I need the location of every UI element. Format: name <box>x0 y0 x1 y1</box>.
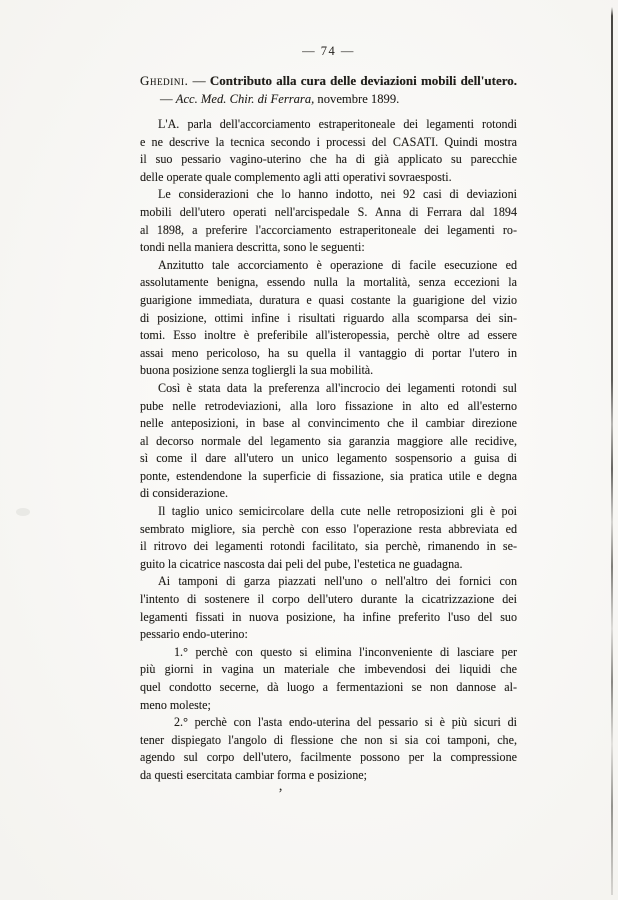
text-line: nelle anteposizioni, in base al convincimento che il cambiar direzione <box>140 416 517 431</box>
text-line: buona posizione senza togliergli la sua mobilità. <box>140 363 374 378</box>
paragraph <box>140 503 517 573</box>
text-line: tener dispiegato l'angolo di flessione che non si sia coi tamponi, che, <box>140 732 517 747</box>
text-line: il ritrovo dei legamenti rotondi facilitato, sia perchè, rimanendo in se- <box>140 539 517 554</box>
text-line: assolutamente benigna, essendo nulla la mortalità, senza eccezioni la <box>140 275 517 290</box>
ink-mark: ’ <box>278 786 283 802</box>
text-line: Così è stata data la preferenza all'incrocio dei legamenti rotondi sul <box>158 380 517 395</box>
text-column <box>140 44 517 785</box>
text-line: mobili dell'utero operati nell'arcispedale S. Anna di Ferrara dal 1894 <box>140 204 517 219</box>
text-line: assai meno pericoloso, ha su quella il vantaggio di portar l'utero in <box>140 345 517 360</box>
text-line: di considerazione. <box>140 486 228 501</box>
text-line: agendo sul corpo dell'utero, facilmente possono per la compressione <box>140 750 517 765</box>
text-line: e ne descrive la tecnica secondo i processi del CASATI. Quindi mostra <box>140 134 517 149</box>
text-line: più giorni in vagina un materiale che imbevendosi dei liquidi che <box>140 662 517 677</box>
text-line: L'A. parla dell'accorciamento estraperitoneale dei legamenti rotondi <box>158 117 517 131</box>
text-line: delle operate quale complemento agli atti operativi sovraesposti. <box>140 169 452 184</box>
text-line: l'intento di sostenere il corpo dell'utero durante la cicatrizzazione dei <box>140 592 517 607</box>
text-line: 2.° perchè con l'asta endo-uterina del pessario si è più sicuri di <box>174 715 517 730</box>
text-line: al 1898, a preferire l'accorciamento estraperitoneale dei legamenti ro- <box>140 222 517 237</box>
scan-smudge <box>16 508 30 516</box>
text-line: pessario endo-uterino: <box>140 627 248 642</box>
text-line: Anzitutto tale accorciamento è operazione di facile esecuzione ed <box>158 257 517 272</box>
text-line: legamenti fissati in nuova posizione, ha infine preferito l'uso del suo <box>140 609 517 624</box>
author-name: Ghedini. <box>140 73 189 88</box>
text-line: tomi. Esso inoltre è preferibile all'isteropessia, perchè oltre ad essere <box>140 328 517 343</box>
text-line: ponte, estendendone la superficie di fissazione, sia pratica utile e degna <box>140 468 517 483</box>
page-number: — 74 — <box>302 44 355 58</box>
scan-artifact-line <box>611 7 613 895</box>
paragraph <box>140 714 517 784</box>
text-line: quel condotto secerne, dà luogo a fermentazioni se non dannose al- <box>140 680 517 694</box>
text-line: Il taglio unico semicircolare della cute nelle retroposizioni gli è poi <box>158 504 517 519</box>
text-line: sembrato migliore, sia perchè con esso l'operazione resta abbreviata ed <box>140 521 517 536</box>
text-body <box>140 116 517 785</box>
article-title: Contributo alla cura delle deviazioni mobili dell'utero. <box>209 73 518 88</box>
text-line: Le considerazioni che lo hanno indotto, nei 92 casi di deviazioni <box>158 187 517 202</box>
text-line: Ai tamponi di garza piazzati nell'uno o nell'altro dei fornici con <box>158 574 517 589</box>
text-line: pube nelle retrodeviazioni, alla loro fissazione in alto ed all'esterno <box>140 398 517 413</box>
text-line: di posizione, ottimi infine i risultati riguardo alla scomparsa dei sin- <box>140 310 517 325</box>
text-line: guarigione immediata, duratura e quasi costante la guarigione del vizio <box>140 292 517 307</box>
text-line: guito la cicatrice nascosta dai peli del pube, l'estetica ne guadagna. <box>140 556 463 571</box>
text-line: meno moleste; <box>140 697 211 712</box>
source-line <box>160 90 517 108</box>
text-line: tondi nella maniera descritta, sono le seguenti: <box>140 240 365 255</box>
paragraph <box>140 380 517 503</box>
text-line: al decorso normale del legamento sia garanzia maggiore alle recidive, <box>140 433 517 448</box>
paragraph <box>140 186 517 256</box>
source-journal: Acc. Med. Chir. di Ferrara, <box>175 92 315 106</box>
paragraph <box>140 257 517 380</box>
article-heading <box>140 72 517 90</box>
source-dash: — <box>160 92 173 106</box>
text-line: sì come il dare all'utero un unico legamento sospensorio a guisa di <box>140 451 517 466</box>
heading-separator: — <box>192 73 206 88</box>
text-line: da questi esercitata cambiar forma e posizione; <box>140 767 367 782</box>
source-date: novembre 1899. <box>317 92 400 106</box>
paragraph <box>140 573 517 643</box>
text-line: 1.° perchè con questo si elimina l'inconveniente di lasciare per <box>174 644 517 659</box>
text-line: il suo pessario vagino-uterino che ha di già applicato su parecchie <box>140 152 517 167</box>
paragraph <box>140 644 517 714</box>
paragraph <box>140 116 517 186</box>
